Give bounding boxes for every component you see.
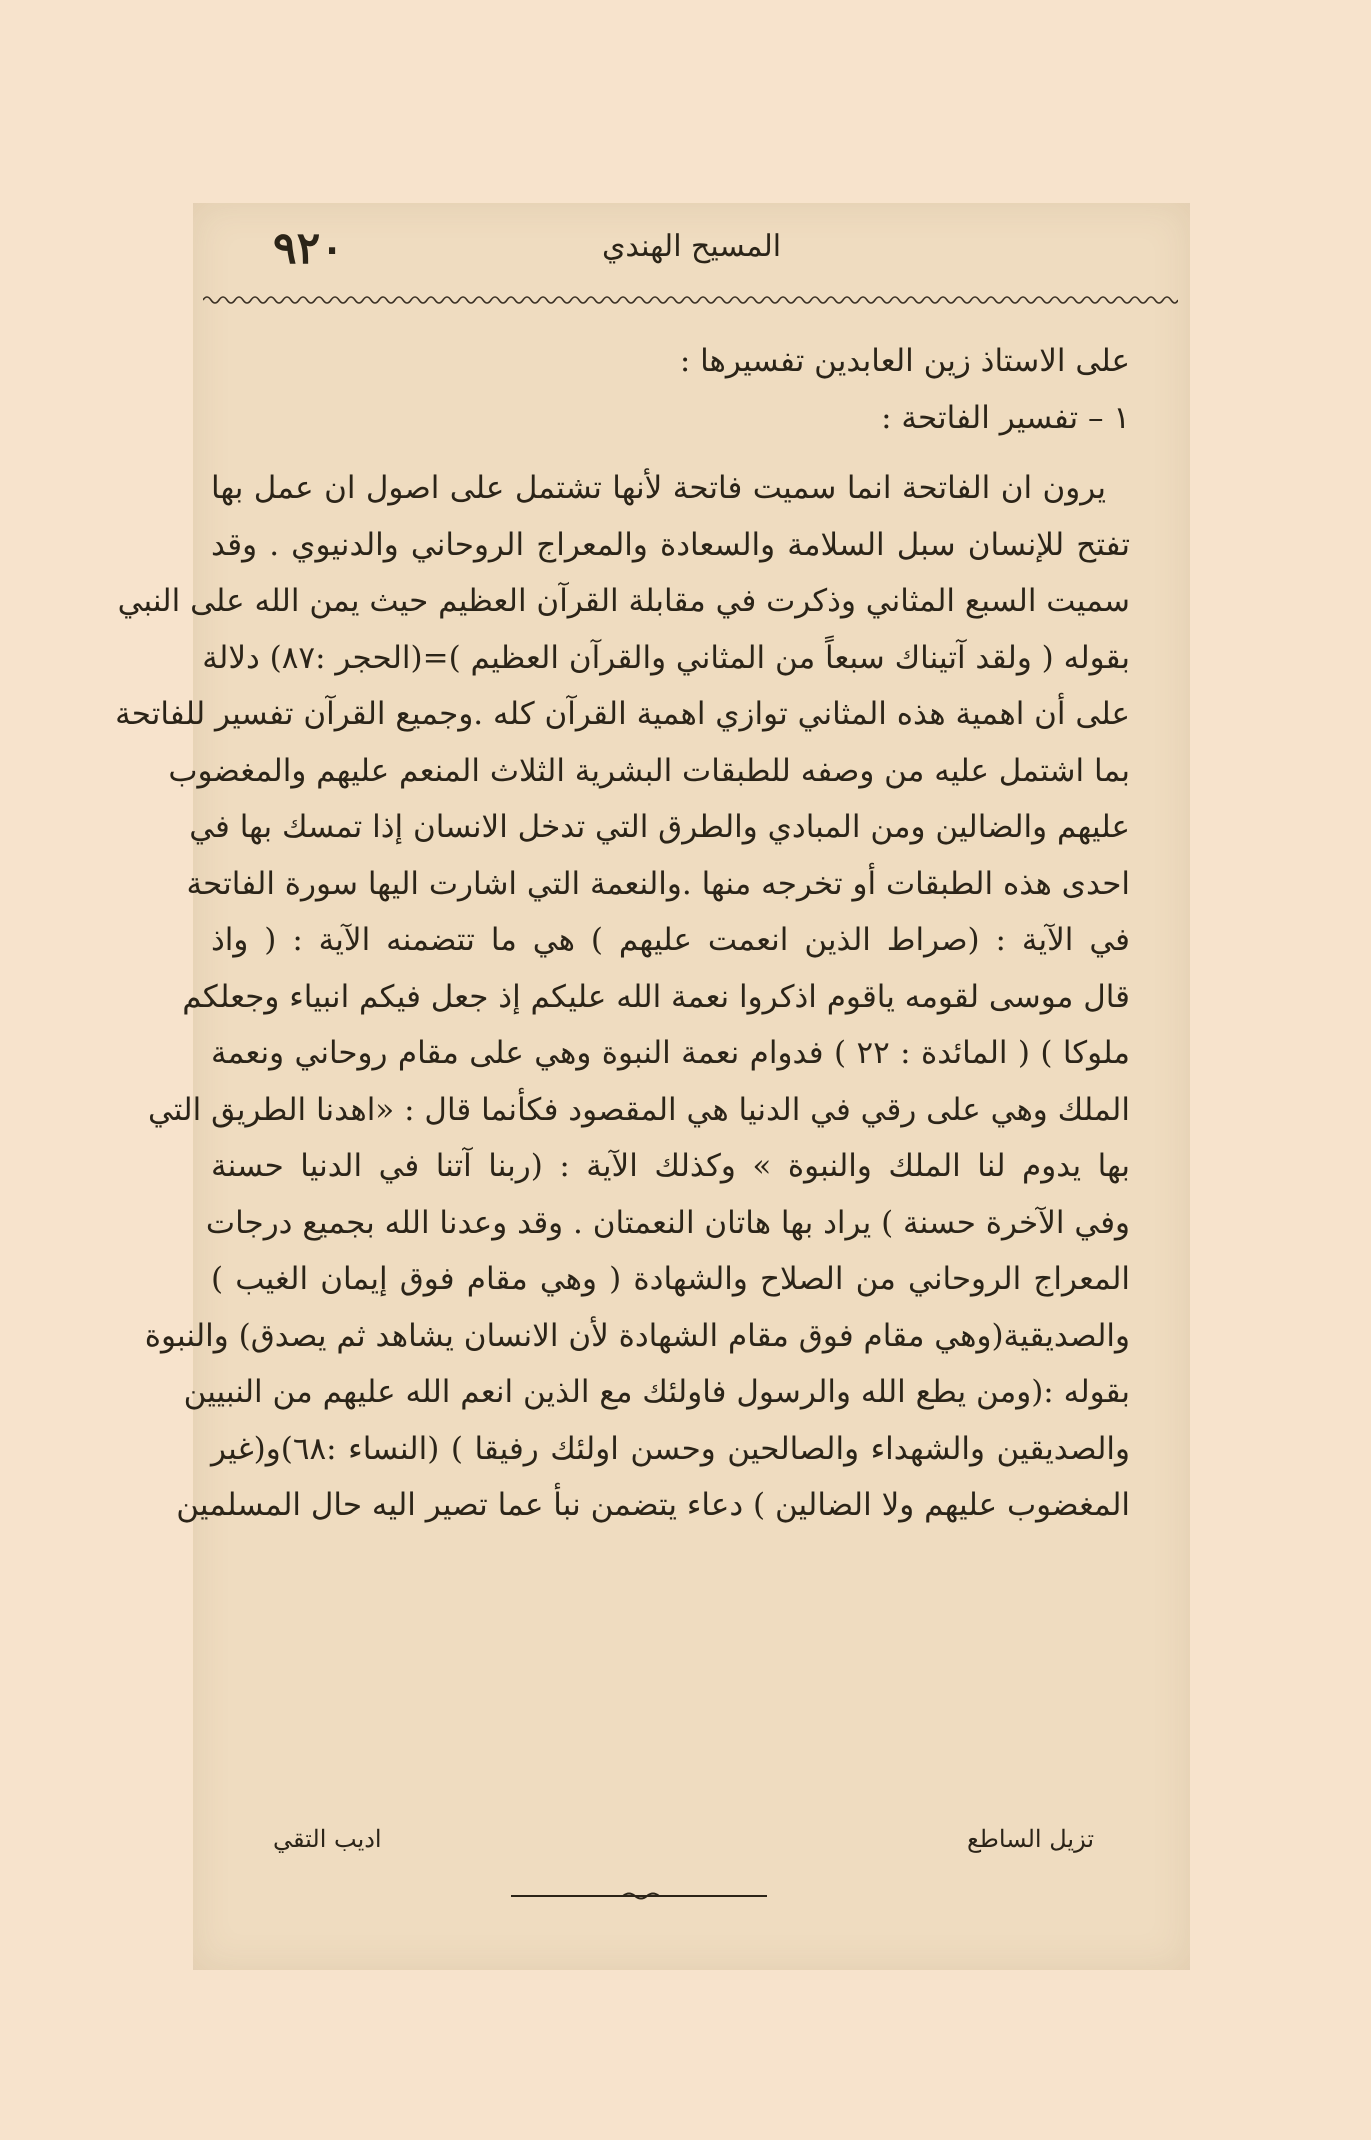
text-line: بما اشتمل عليه من وصفه للطبقات البشرية الثلاث المنعم عليهم والمغضوب [168,752,1130,789]
text-line: قال موسى لقومه ياقوم اذكروا نعمة الله عليكم إذ جعل فيكم انبياء وجعلكم [182,978,1130,1015]
text-line: تفتح للإنسان سبل السلامة والسعادة والمعراج الروحاني والدنيوي . وقد [211,526,1130,563]
footer-ornament-rule [511,1891,767,1901]
header-wavy-rule [203,293,1178,307]
text-line: على الاستاذ زين العابدين تفسيرها : [679,343,1130,379]
text-line: المعراج الروحاني من الصلاح والشهادة ( وهي مقام فوق إيمان الغيب ) [211,1261,1130,1297]
text-line: الملك وهي على رقي في الدنيا هي المقصود فكأنما قال : «اهدنا الطريق التي [147,1091,1130,1128]
text-line: بها يدوم لنا الملك والنبوة » وكذلك الآية : (ربنا آتنا في الدنيا حسنة [211,1148,1130,1184]
text-line: سميت السبع المثاني وذكرت في مقابلة القرآن العظيم حيث يمن الله على النبي [117,583,1130,619]
text-line: احدى هذه الطبقات أو تخرجه منها .والنعمة التي اشارت اليها سورة الفاتحة [186,865,1130,902]
page-number: ٩٢٠ [273,223,344,274]
text-line: وفي الآخرة حسنة ) يراد بها هاتان النعمتان . وقد وعدنا الله بجميع درجات [205,1204,1130,1241]
text-line: يرون ان الفاتحة انما سميت فاتحة لأنها تشتمل على اصول ان عمل بها [211,470,1106,506]
text-line: على أن اهمية هذه المثاني توازي اهمية القرآن كله .وجميع القرآن تفسير للفاتحة [115,696,1130,732]
running-title: المسيح الهندي [601,229,782,264]
text-line: بقوله :(ومن يطع الله والرسول فاولئك مع الذين انعم الله عليهم من النبيين [183,1374,1130,1410]
text-line: ملوكا ) ( المائدة : ٢٢ ) فدوام نعمة النبوة وهي على مقام روحاني ونعمة [211,1035,1130,1071]
scanned-page [115,203,1190,1970]
text-line: في الآية : (صراط الذين انعمت عليهم ) هي ما تتضمنه الآية : ( واذ [211,922,1130,958]
footer-label-right: تزيل الساطع [967,1825,1094,1853]
text-line: بقوله ( ولقد آتيناك سبعاً من المثاني والقرآن العظيم )=(الحجر :٨٧) دلالة [202,639,1130,676]
body-text [115,333,1130,1534]
text-line: والصديقية(وهي مقام فوق مقام الشهادة لأن الانسان يشاهد ثم يصدق) والنبوة [144,1317,1130,1354]
text-line: المغضوب عليهم ولا الضالين ) دعاء يتضمن نبأ عما تصير اليه حال المسلمين [176,1487,1130,1523]
footer-label-left: اديب التقي [273,1825,382,1853]
text-line: عليهم والضالين ومن المبادي والطرق التي تدخل الانسان إذا تمسك بها في [189,809,1130,845]
text-line: والصديقين والشهداء والصالحين وحسن اولئك رفيقا ) (النساء :٦٨)و(غير [211,1430,1130,1467]
text-line: ١ – تفسير الفاتحة : [881,399,1130,436]
page-footer [193,1825,1190,1885]
page-header [193,223,1190,283]
